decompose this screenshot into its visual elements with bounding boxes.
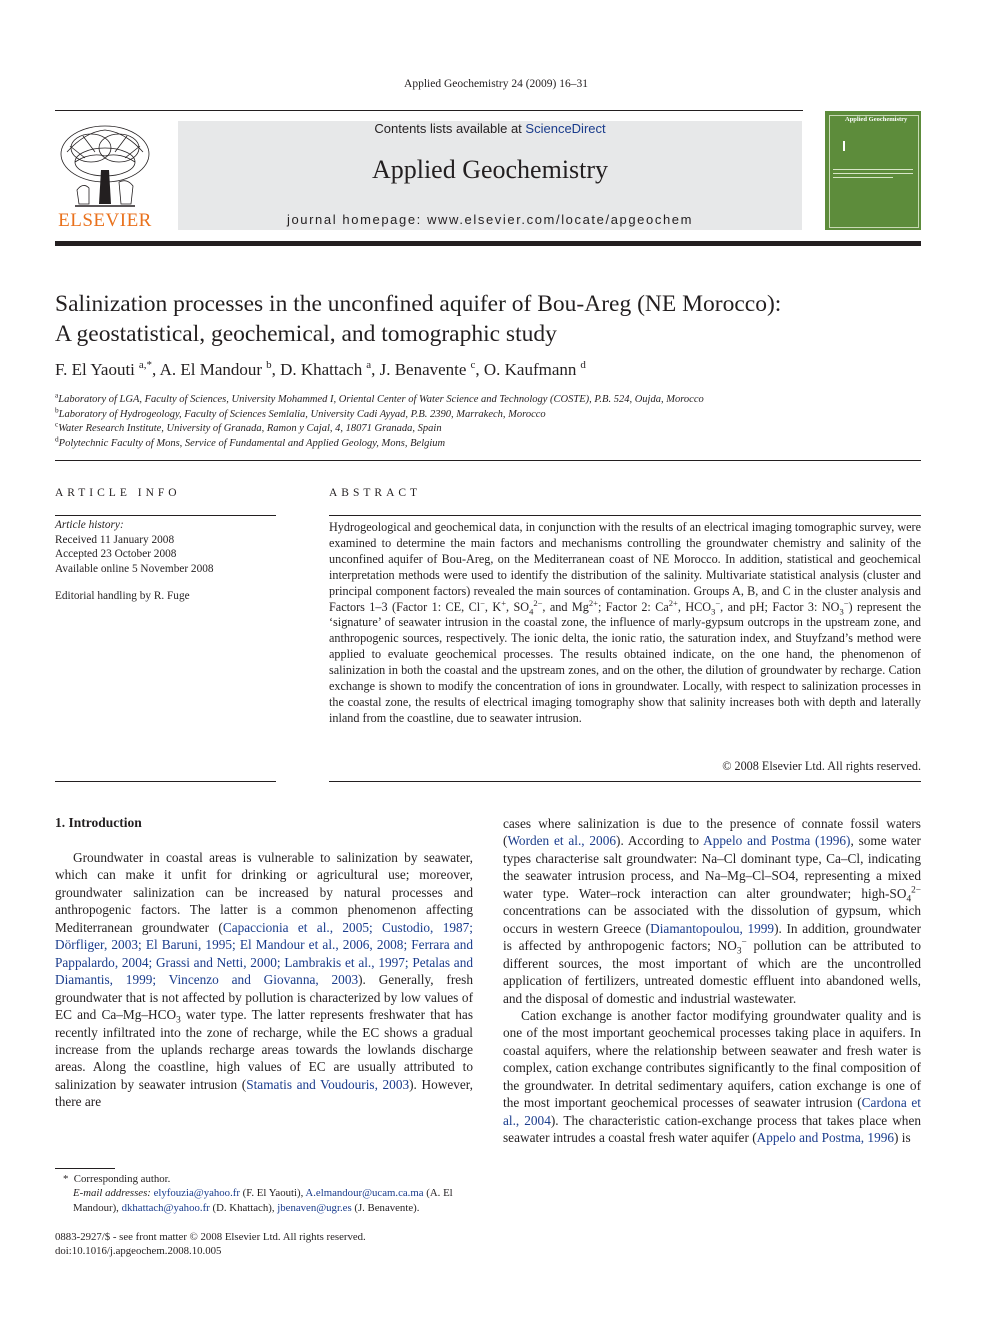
received-date: Received 11 January 2008: [55, 533, 175, 546]
citation-link[interactable]: Stamatis and Voudouris, 2003: [246, 1076, 410, 1092]
email-addresses: E-mail addresses: elyfouzia@yahoo.fr (F. El Yaouti), A.elmandour@ucam.ca.ma (A. El Mandour), dkhattach@yahoo.fr (D. Khattach), jbenaven@ugr.es (J. Benavente).: [73, 1187, 453, 1214]
header-rule: [55, 110, 803, 111]
body-column-right: [503, 815, 921, 1147]
journal-homepage[interactable]: journal homepage: www.elsevier.com/locate/apgeochem: [286, 212, 694, 227]
journal-citation: Applied Geochemistry 24 (2009) 16–31: [404, 78, 588, 90]
doi-line[interactable]: doi:10.1016/j.apgeochem.2008.10.005: [55, 1245, 222, 1258]
cover-title: Applied Geochemistry: [845, 116, 908, 123]
paragraph: cases where salinization is due to the presence of connate fossil waters (Worden et al., 2006). According to Appelo and Postma (1996), some water types characterise salt groundwater: Na–Cl dominant type, Ca–Cl, indicating the seawater intrusion process, and Na–Mg–Cl–SO4, representing a mixed water type. Water–rock interaction can alter groundwater; high-$SO_4^{2-}$ concentrations can be associated with the dissolution of gypsum, which occurs in western Greece (Diamantopoulou, 1999). In addition, groundwater is affected by anthropogenic factors; $NO_3^-$ pollution can be attributed to different sources, the most important of which are the uncontrolled application of fertilizers, untreated domestic effluent into abandoned wells, and the disposal of domestic and industrial wastewater.: [503, 816, 921, 1006]
paragraph: Cation exchange is another factor modifying groundwater quality and is one of the most important geochemical processes taking place in aquifers. In coastal aquifers, where the relationship between seawater and fresh water is complex, cation exchange contributes significantly to the final composition of the groundwater. In detrital sedimentary aquifers, cation exchange is one of the most important geochemical processes of seawater intrusion (Cardona et al., 2004). The characteristic cation-exchange process that takes place when seawater intrudes a coastal fresh water aquifer (Appelo and Postma, 1996) is: [503, 1007, 921, 1146]
citation-link[interactable]: Worden et al., 2006: [507, 833, 617, 849]
email-link[interactable]: elyfouzia@yahoo.fr: [153, 1187, 240, 1200]
email-link[interactable]: A.elmandour@ucam.ca.ma: [305, 1187, 424, 1200]
accepted-date: Accepted 23 October 2008: [55, 548, 177, 560]
affiliation: $^d$Polytechnic Faculty of Mons, Service of Fundamental and Applied Geology, Mons, Belgium: [55, 434, 446, 449]
author-affiliation-mark[interactable]: a: [366, 359, 372, 372]
issn-line: 0883-2927/$ - see front matter © 2008 Elsevier Ltd. All rights reserved.: [55, 1231, 366, 1243]
author-list: F. El Yaouti $^{a,*}$, A. El Mandour $^b$, D. Khattach $^a$, J. Benavente $^c$, O. Kaufmann $^d$: [55, 359, 586, 379]
article-history: [55, 518, 276, 576]
citation-link[interactable]: Appelo and Postma (1996): [703, 833, 851, 849]
contents-line: [178, 121, 802, 136]
paragraph: Groundwater in coastal areas is vulnerable to salinization by seawater, which can make it unfit for drinking or agricultural use; moreover, groundwater salinization can be increased by natural processes and anthropogenic factors. The latter is a common phenomenon affecting Mediterranean groundwater (Capaccionia et al., 2005; Custodio, 1987; Dörfliger, 2003; El Baruni, 1995; El Mandour et al., 2006, 2008; Ferrara and Pappalardo, 2004; Grassi and Netti, 2000; Lambrakis et al., 1997; Petalas and Diamantis, 1999; Vincenzo and Giovanna, 2003). Generally, fresh groundwater that is not affected by pollution is characterized by low values of EC and $Ca-Mg-HCO_3$ water type. The latter represents freshwater that has recently infiltrated into the zone of recharge, while the EC shows a gradual increase from the uplands recharge areas towards the lowlands discharge areas. Along the coastline, high values of EC are usually attributed to salinization by seawater intrusion (Stamatis and Voudouris, 2003). However, there are: [55, 850, 474, 1110]
author-name: J. Benavente: [379, 360, 467, 379]
citation-link[interactable]: Capaccionia et al., 2005; Custodio, 1987; Dörfliger, 2003; El Baruni, 1995; El Mandour et al., 2006, 2008; Ferrara and Pappalardo, 2004; Grassi and Netti, 2000; Lambrakis et al., 1997; Petalas and Diamantis, 1999; Vincenzo and Giovanna, 2003: [55, 919, 473, 988]
sciencedirect-link[interactable]: ScienceDirect: [525, 121, 606, 136]
footnote: * Corresponding author. E-mail addresses: elyfouzia@yahoo.fr (F. El Yaouti), A.elmandour@ucam.ca.ma (A. El Mandour), dkhattach@yahoo.fr (D. Khattach), jbenaven@ugr.es (J. Benavente).: [55, 1172, 473, 1215]
author-name: O. Kaufmann: [483, 360, 577, 379]
article-info-heading: ARTICLE INFO: [55, 487, 181, 499]
body-column-left: [55, 849, 473, 1111]
email-link[interactable]: jbenaven@ugr.es: [277, 1201, 352, 1214]
contents-prefix: Contents lists available at: [374, 121, 522, 136]
author-name: A. El Mandour: [159, 360, 263, 379]
history-label: Article history:: [55, 519, 124, 531]
author-affiliation-mark[interactable]: c: [470, 359, 476, 372]
citation-link[interactable]: Diamantopoulou, 1999: [650, 920, 775, 936]
online-date: Available online 5 November 2008: [55, 562, 214, 575]
copyright-notice: © 2008 Elsevier Ltd. All rights reserved.: [722, 759, 921, 773]
title-line-1: Salinization processes in the unconfined aquifer of Bou-Areg (NE Morocco):: [55, 291, 782, 317]
elsevier-wordmark: ELSEVIER: [58, 210, 152, 231]
affiliation-rule: [55, 460, 921, 461]
issn-doi: [55, 1230, 473, 1259]
author-affiliation-mark[interactable]: a,*: [138, 359, 153, 372]
author-affiliation-mark[interactable]: b: [266, 359, 272, 372]
author-affiliation-mark[interactable]: d: [580, 359, 586, 372]
editorial-handling: Editorial handling by R. Fuge: [55, 590, 190, 602]
title-line-2: A geostatistical, geochemical, and tomographic study: [55, 321, 557, 347]
email-link[interactable]: dkhattach@yahoo.fr: [121, 1201, 210, 1214]
article-title: [55, 289, 935, 349]
affiliation: $^a$Laboratory of LGA, Faculty of Sciences, University Mohammed I, Oriental Center of Water Science and Technology (COSTE), P.B. 524, Oujda, Morocco: [55, 390, 704, 405]
abstract-text: Hydrogeological and geochemical data, in conjunction with the results of an electrical imaging tomographic survey, were examined to determine the main factors and mechanisms controlling the groundwater chemistry and salinity of the unconfined aquifer of Bou-Areg, on the Mediterranean coast of NE Morocco. In addition, statistical and geochemical interpretation methods were used to identify the distribution of the salinity. Multivariate statistical analysis (cluster and principal component factors) revealed the main sources of contamination. Groups A, B, and C in the cluster analysis and Factors 1–3 (Factor 1: CE, Cl−, K+, $SO_4^{2-}$, and $Mg^{2+}$; Factor 2: $Ca^{2+}$, $HCO_3^-$, and pH; Factor 3: $NO_3^-$) represent the ‘signature’ of seawater intrusion in the coastal zone, the influence of marly-gypsum outcrops in the upstream zone, and anthropogenic sources, respectively. The ionic delta, the ionic ratio, the saturation index, and Stuyfzand’s method were applied to evaluate geochemical processes. The results obtained indicate, on the one hand, the phenomenon of salinization in both the coastal and the upstream zones, and on the other, the dilution of groundwater by recharge. Cation exchange is shown to modify the concentration of ions in groundwater. Locally, with respect to salinization processes in the coastal zone, the results of electrical imaging tomography show that salinity increases both with depth and laterally inland from the coastline, due to seawater intrusion.: [329, 520, 921, 725]
corresponding-author-note: Corresponding author.: [73, 1173, 171, 1185]
abstract-heading: ABSTRACT: [329, 487, 422, 499]
header-thick-rule: [55, 241, 921, 246]
journal-title: Applied Geochemistry: [371, 155, 609, 184]
citation-link[interactable]: Appelo and Postma, 1996: [756, 1130, 895, 1146]
author-name: D. Khattach: [280, 360, 363, 379]
citation-link[interactable]: Cardona et al., 2004: [503, 1095, 921, 1128]
footnote-rule: [55, 1168, 115, 1169]
author-name: F. El Yaouti: [55, 360, 135, 379]
journal-cover-thumbnail[interactable]: [825, 111, 921, 230]
section-heading-introduction: 1. Introduction: [55, 815, 142, 830]
elsevier-logo[interactable]: [55, 122, 155, 232]
affiliation: $^b$Laboratory of Hydrogeology, Faculty of Sciences Semlalia, University Cadi Ayyad, P.B. 2390, Marrakech, Morocco: [55, 405, 546, 420]
affiliation: $^c$Water Research Institute, University of Granada, Ramon y Cajal, 4, 18071 Granada, Spain: [55, 419, 442, 434]
